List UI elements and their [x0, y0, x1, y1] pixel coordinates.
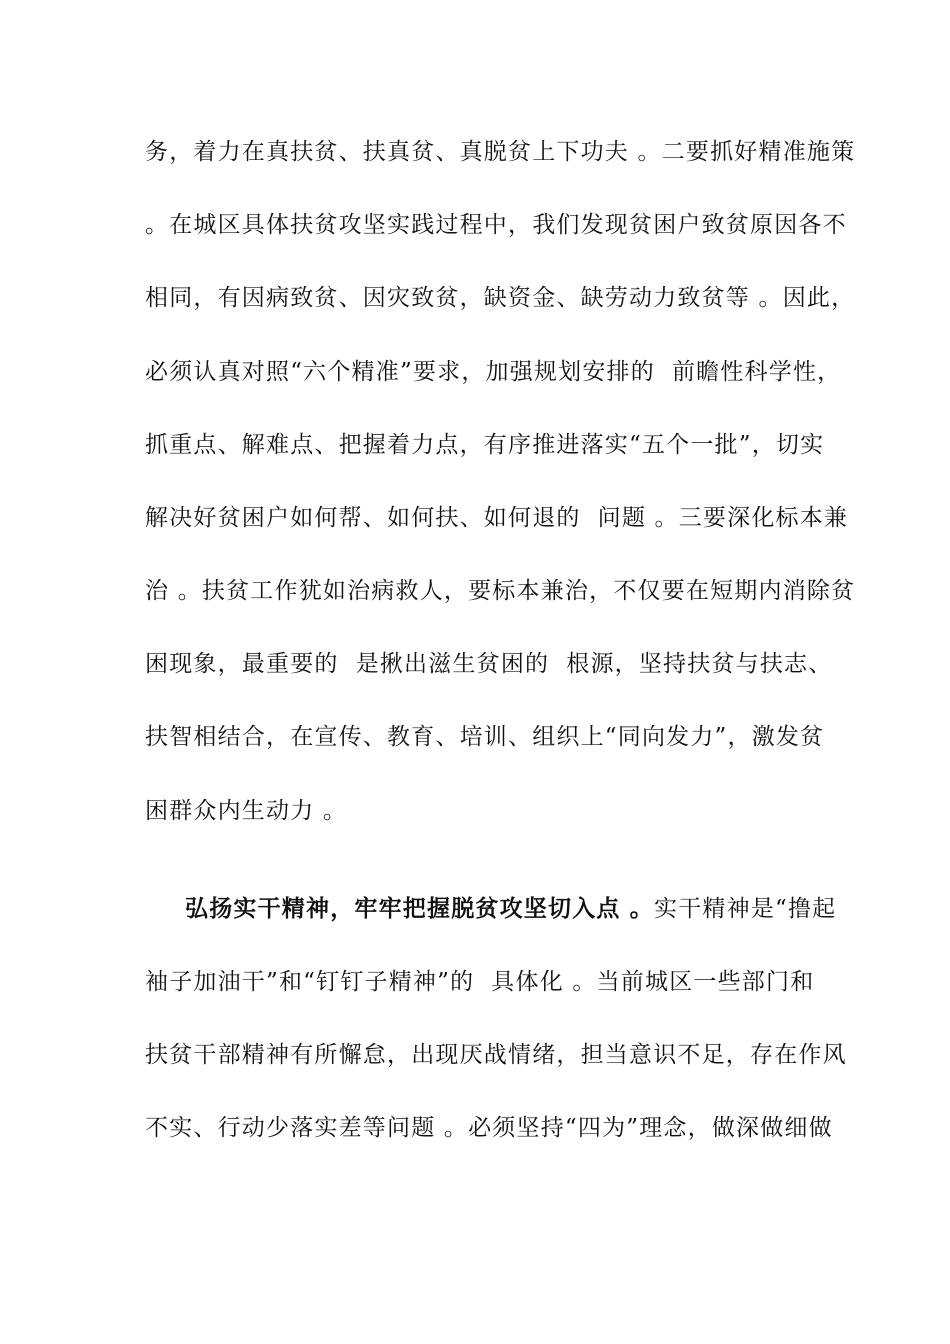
paragraph-2-line-3: 扶贫干部精神有所懈怠，出现厌战情绪，担当意识不足，存在作风 — [145, 1042, 847, 1068]
paragraph-1-line-4: 必须认真对照“六个精准”要求，加强规划安排的 前瞻性科学性， — [145, 359, 842, 385]
paragraph-1-line-2: 。在城区具体扶贫攻坚实践过程中，我们发现贫困户致贫原因各不 — [145, 212, 847, 238]
paragraph-2-first-line — [185, 891, 836, 927]
paragraph-1-line-1: 务，着力在真扶贫、扶真贫、真脱贫上下功夫 。二要抓好精准施策 — [145, 139, 856, 165]
paragraph-1-line-10: 困群众内生动力 。 — [145, 798, 348, 824]
paragraph-2-heading: 弘扬实干精神，牢牢把握脱贫攻坚切入点 。 — [185, 895, 655, 922]
paragraph-1-line-6: 解决好贫困户如何帮、如何扶、如何退的 问题 。三要深化标本兼 — [145, 505, 849, 531]
paragraph-1-line-7: 治 。扶贫工作犹如治病救人，要标本兼治，不仅要在短期内消除贫 — [145, 578, 856, 604]
paragraph-2-line-4: 不实、行动少落实差等问题 。必须坚持“四为”理念，做深做细做 — [145, 1115, 833, 1141]
paragraph-1-line-8: 困现象，最重要的 是揪出滋生贫困的 根源，坚持扶贫与扶志、 — [145, 651, 833, 677]
paragraph-1-line-9: 扶智相结合，在宣传、教育、培训、组织上“同向发力”，激发贫 — [145, 724, 825, 750]
paragraph-1-line-5: 抓重点、解难点、把握着力点，有序推进落实“五个一批”，切实 — [145, 432, 825, 458]
paragraph-1-line-3: 相同，有因病致贫、因灾致贫，缺资金、缺劳动力致贫等 。因此， — [145, 285, 856, 311]
paragraph-2-line-2: 袖子加油干”和“钉钉子精神”的 具体化 。当前城区一些部门和 — [145, 969, 815, 995]
paragraph-2-first-line-rest: 实干精神是“撸起 — [654, 896, 837, 922]
